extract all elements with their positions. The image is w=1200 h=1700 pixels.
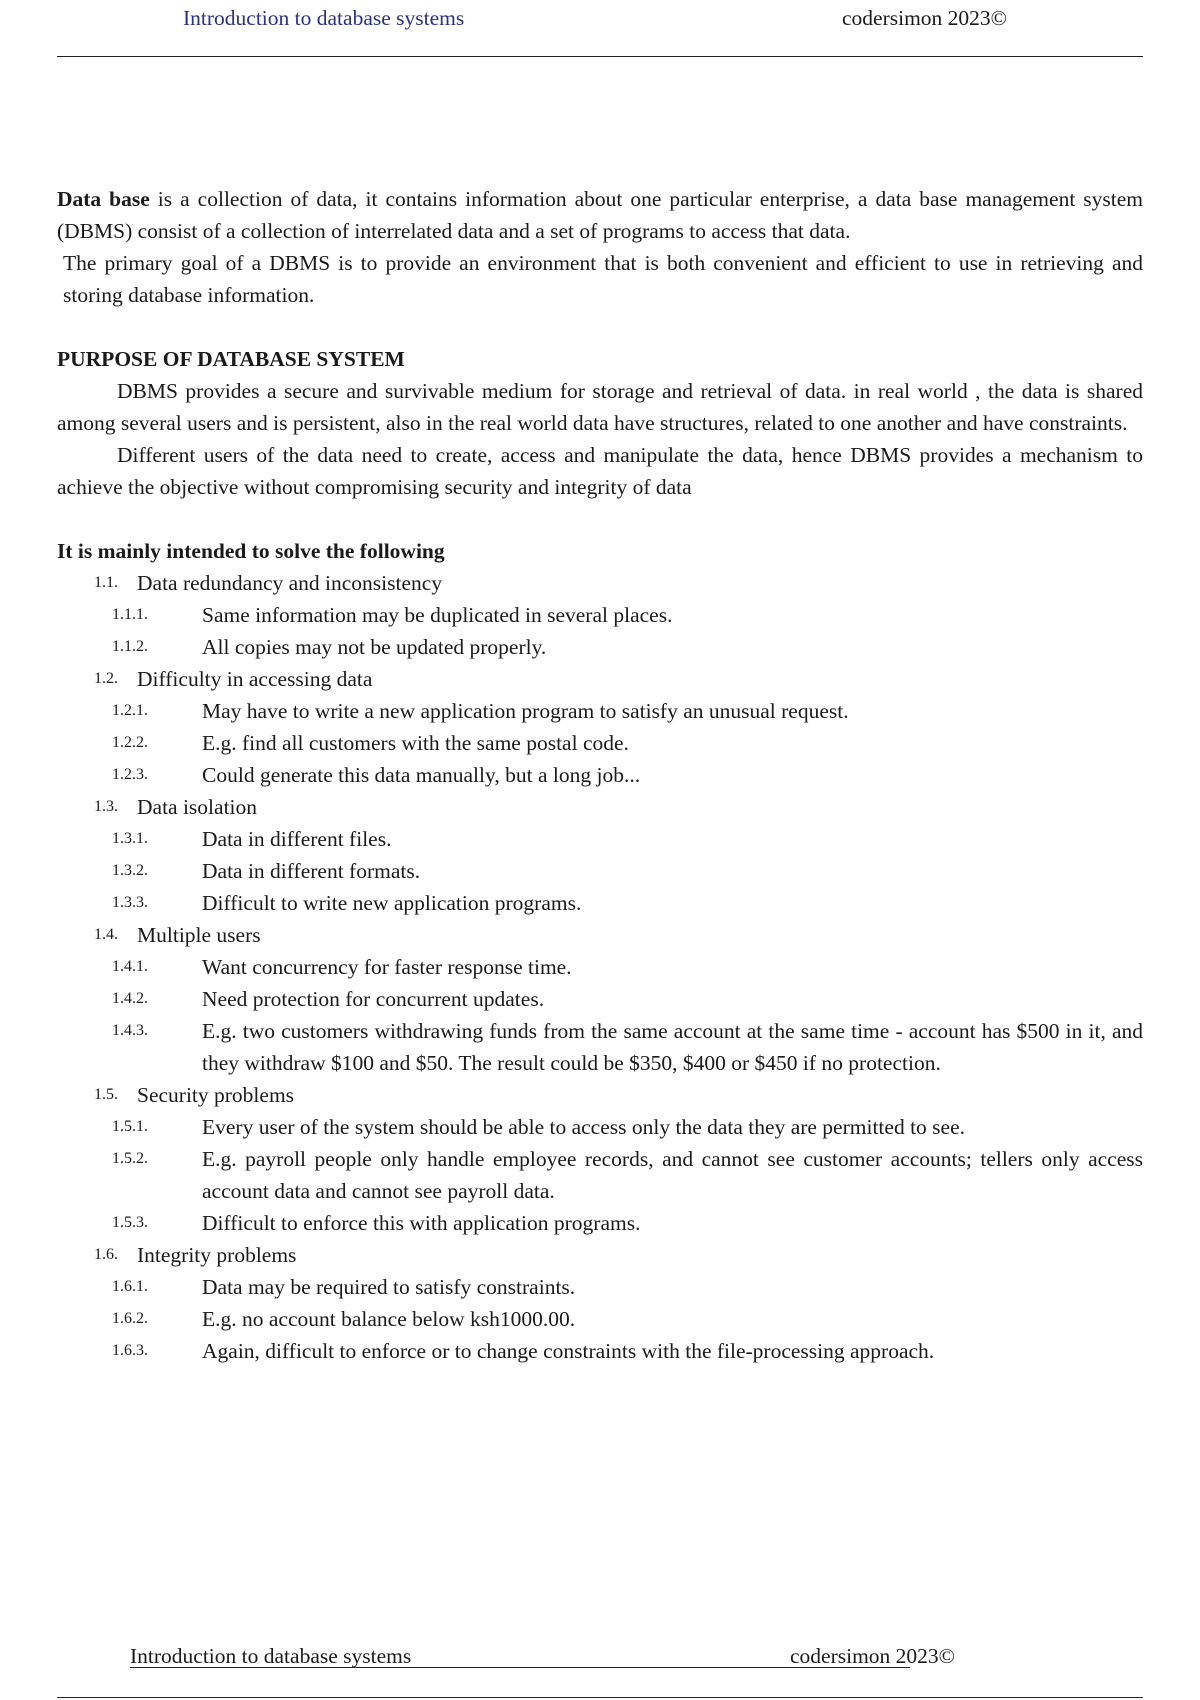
subitem-number: 1.1.2. [112, 638, 148, 655]
problem-subitem [39, 1143, 1143, 1207]
purpose-paragraph-2: Different users of the data need to create, access and manipulate the data, hence DBMS provides a mechanism to achieve the objective without compromising security and integrity of data [57, 443, 1143, 499]
problem-label: Difficulty in accessing data [137, 667, 373, 691]
purpose-paragraph-1: DBMS provides a secure and survivable medium for storage and retrieval of data. in real world , the data is shared among several users and is persistent, also in the real world data have structures, related to one another and have constraints. [57, 379, 1143, 435]
problem-sublist [112, 1111, 1143, 1239]
problems-list [57, 567, 1143, 1367]
problem-subitem [39, 1111, 1143, 1143]
problem-number: 1.3. [94, 798, 118, 815]
problem-number: 1.5. [94, 1086, 118, 1103]
subitem-number: 1.1.1. [112, 606, 148, 623]
subitem-number: 1.5.1. [112, 1118, 148, 1135]
subitem-number: 1.6.3. [112, 1342, 148, 1359]
intro-paragraph [57, 183, 1143, 247]
subitem-text: E.g. find all customers with the same postal code. [202, 731, 629, 755]
intro-goal-paragraph: The primary goal of a DBMS is to provide an environment that is both convenient and efficient to use in retrieving and storing database information. [63, 251, 1143, 307]
document-body [57, 183, 1143, 1367]
problem-subitem [39, 1335, 1143, 1367]
subitem-text: E.g. two customers withdrawing funds from the same account at the same time - account has $500 in it, and they withdraw $100 and $50. The result could be $350, $400 or $450 if no protection. [202, 1019, 1143, 1075]
problem-item [57, 919, 1143, 1079]
problem-label: Data isolation [137, 795, 258, 819]
problem-label: Multiple users [137, 923, 261, 947]
problem-subitem [39, 1207, 1143, 1239]
problem-subitem [39, 631, 1143, 663]
subitem-number: 1.2.2. [112, 734, 148, 751]
problem-subitem [39, 1303, 1143, 1335]
problem-subitem [39, 1015, 1143, 1079]
subitem-text: May have to write a new application program to satisfy an unusual request. [202, 699, 849, 723]
subitem-number: 1.4.3. [112, 1022, 148, 1039]
subitem-text: Difficult to enforce this with application programs. [202, 1211, 641, 1235]
problem-subitem [39, 983, 1143, 1015]
subitem-number: 1.4.2. [112, 990, 148, 1007]
subitem-text: E.g. no account balance below ksh1000.00. [202, 1307, 576, 1331]
problem-sublist [112, 823, 1143, 919]
subitem-text: Data may be required to satisfy constraints. [202, 1275, 576, 1299]
subitem-number: 1.3.3. [112, 894, 148, 911]
problem-sublist [112, 695, 1143, 791]
problem-item [57, 567, 1143, 663]
problem-item [57, 1239, 1143, 1367]
problem-subitem [39, 951, 1143, 983]
subitem-text: Again, difficult to enforce or to change constraints with the file-processing approach. [202, 1339, 935, 1363]
problem-subitem [39, 887, 1143, 919]
problem-subitem [39, 695, 1143, 727]
subitem-number: 1.2.1. [112, 702, 148, 719]
problem-item [57, 791, 1143, 919]
footer-author: codersimon 2023© [790, 1644, 956, 1668]
problem-sublist [112, 951, 1143, 1079]
problem-subitem [39, 1271, 1143, 1303]
subitem-number: 1.3.2. [112, 862, 148, 879]
subitem-text: Want concurrency for faster response time. [202, 955, 572, 979]
problem-number: 1.4. [94, 926, 118, 943]
footer-title: Introduction to database systems [130, 1644, 412, 1668]
problem-item [57, 1079, 1143, 1239]
subitem-text: Data in different formats. [202, 859, 421, 883]
subitem-number: 1.3.1. [112, 830, 148, 847]
footer-underline [130, 1667, 910, 1668]
subitem-text: Difficult to write new application programs. [202, 891, 582, 915]
footer-divider [57, 1697, 1143, 1698]
subitem-text: Every user of the system should be able to access only the data they are permitted to see. [202, 1115, 965, 1139]
intro-lead-term: Data base [57, 187, 150, 211]
subitem-number: 1.5.3. [112, 1214, 148, 1231]
problem-label: Integrity problems [137, 1243, 297, 1267]
problem-sublist [112, 599, 1143, 663]
problem-number: 1.2. [94, 670, 118, 687]
header-author: codersimon 2023© [842, 6, 1008, 30]
subitem-number: 1.6.1. [112, 1278, 148, 1295]
subitem-number: 1.2.3. [112, 766, 148, 783]
subitem-text: All copies may not be updated properly. [202, 635, 547, 659]
subitem-text: Same information may be duplicated in several places. [202, 603, 673, 627]
subitem-text: Need protection for concurrent updates. [202, 987, 545, 1011]
problem-number: 1.6. [94, 1246, 118, 1263]
problem-subitem [39, 759, 1143, 791]
problem-label: Data redundancy and inconsistency [137, 571, 443, 595]
problem-label: Security problems [137, 1083, 295, 1107]
intro-lead-text: is a collection of data, it contains information about one particular enterprise, a data base management system (DBMS) consist of a collection of interrelated data and a set of programs to access that data. [57, 187, 1144, 243]
subitem-number: 1.6.2. [112, 1310, 148, 1327]
problem-subitem [39, 599, 1143, 631]
header-title: Introduction to database systems [183, 6, 465, 30]
header-divider [57, 56, 1143, 57]
problems-heading: It is mainly intended to solve the following [57, 539, 445, 563]
problem-item [57, 663, 1143, 791]
subitem-number: 1.4.1. [112, 958, 148, 975]
subitem-number: 1.5.2. [112, 1150, 148, 1167]
problem-subitem [39, 823, 1143, 855]
purpose-heading: PURPOSE OF DATABASE SYSTEM [57, 347, 405, 371]
problem-sublist [112, 1271, 1143, 1367]
subitem-text: E.g. payroll people only handle employee records, and cannot see customer accounts; tellers only access account data and cannot see payroll data. [202, 1147, 1143, 1203]
problem-subitem [39, 855, 1143, 887]
subitem-text: Data in different files. [202, 827, 392, 851]
subitem-text: Could generate this data manually, but a long job... [202, 763, 641, 787]
problem-subitem [39, 727, 1143, 759]
problem-number: 1.1. [94, 574, 118, 591]
